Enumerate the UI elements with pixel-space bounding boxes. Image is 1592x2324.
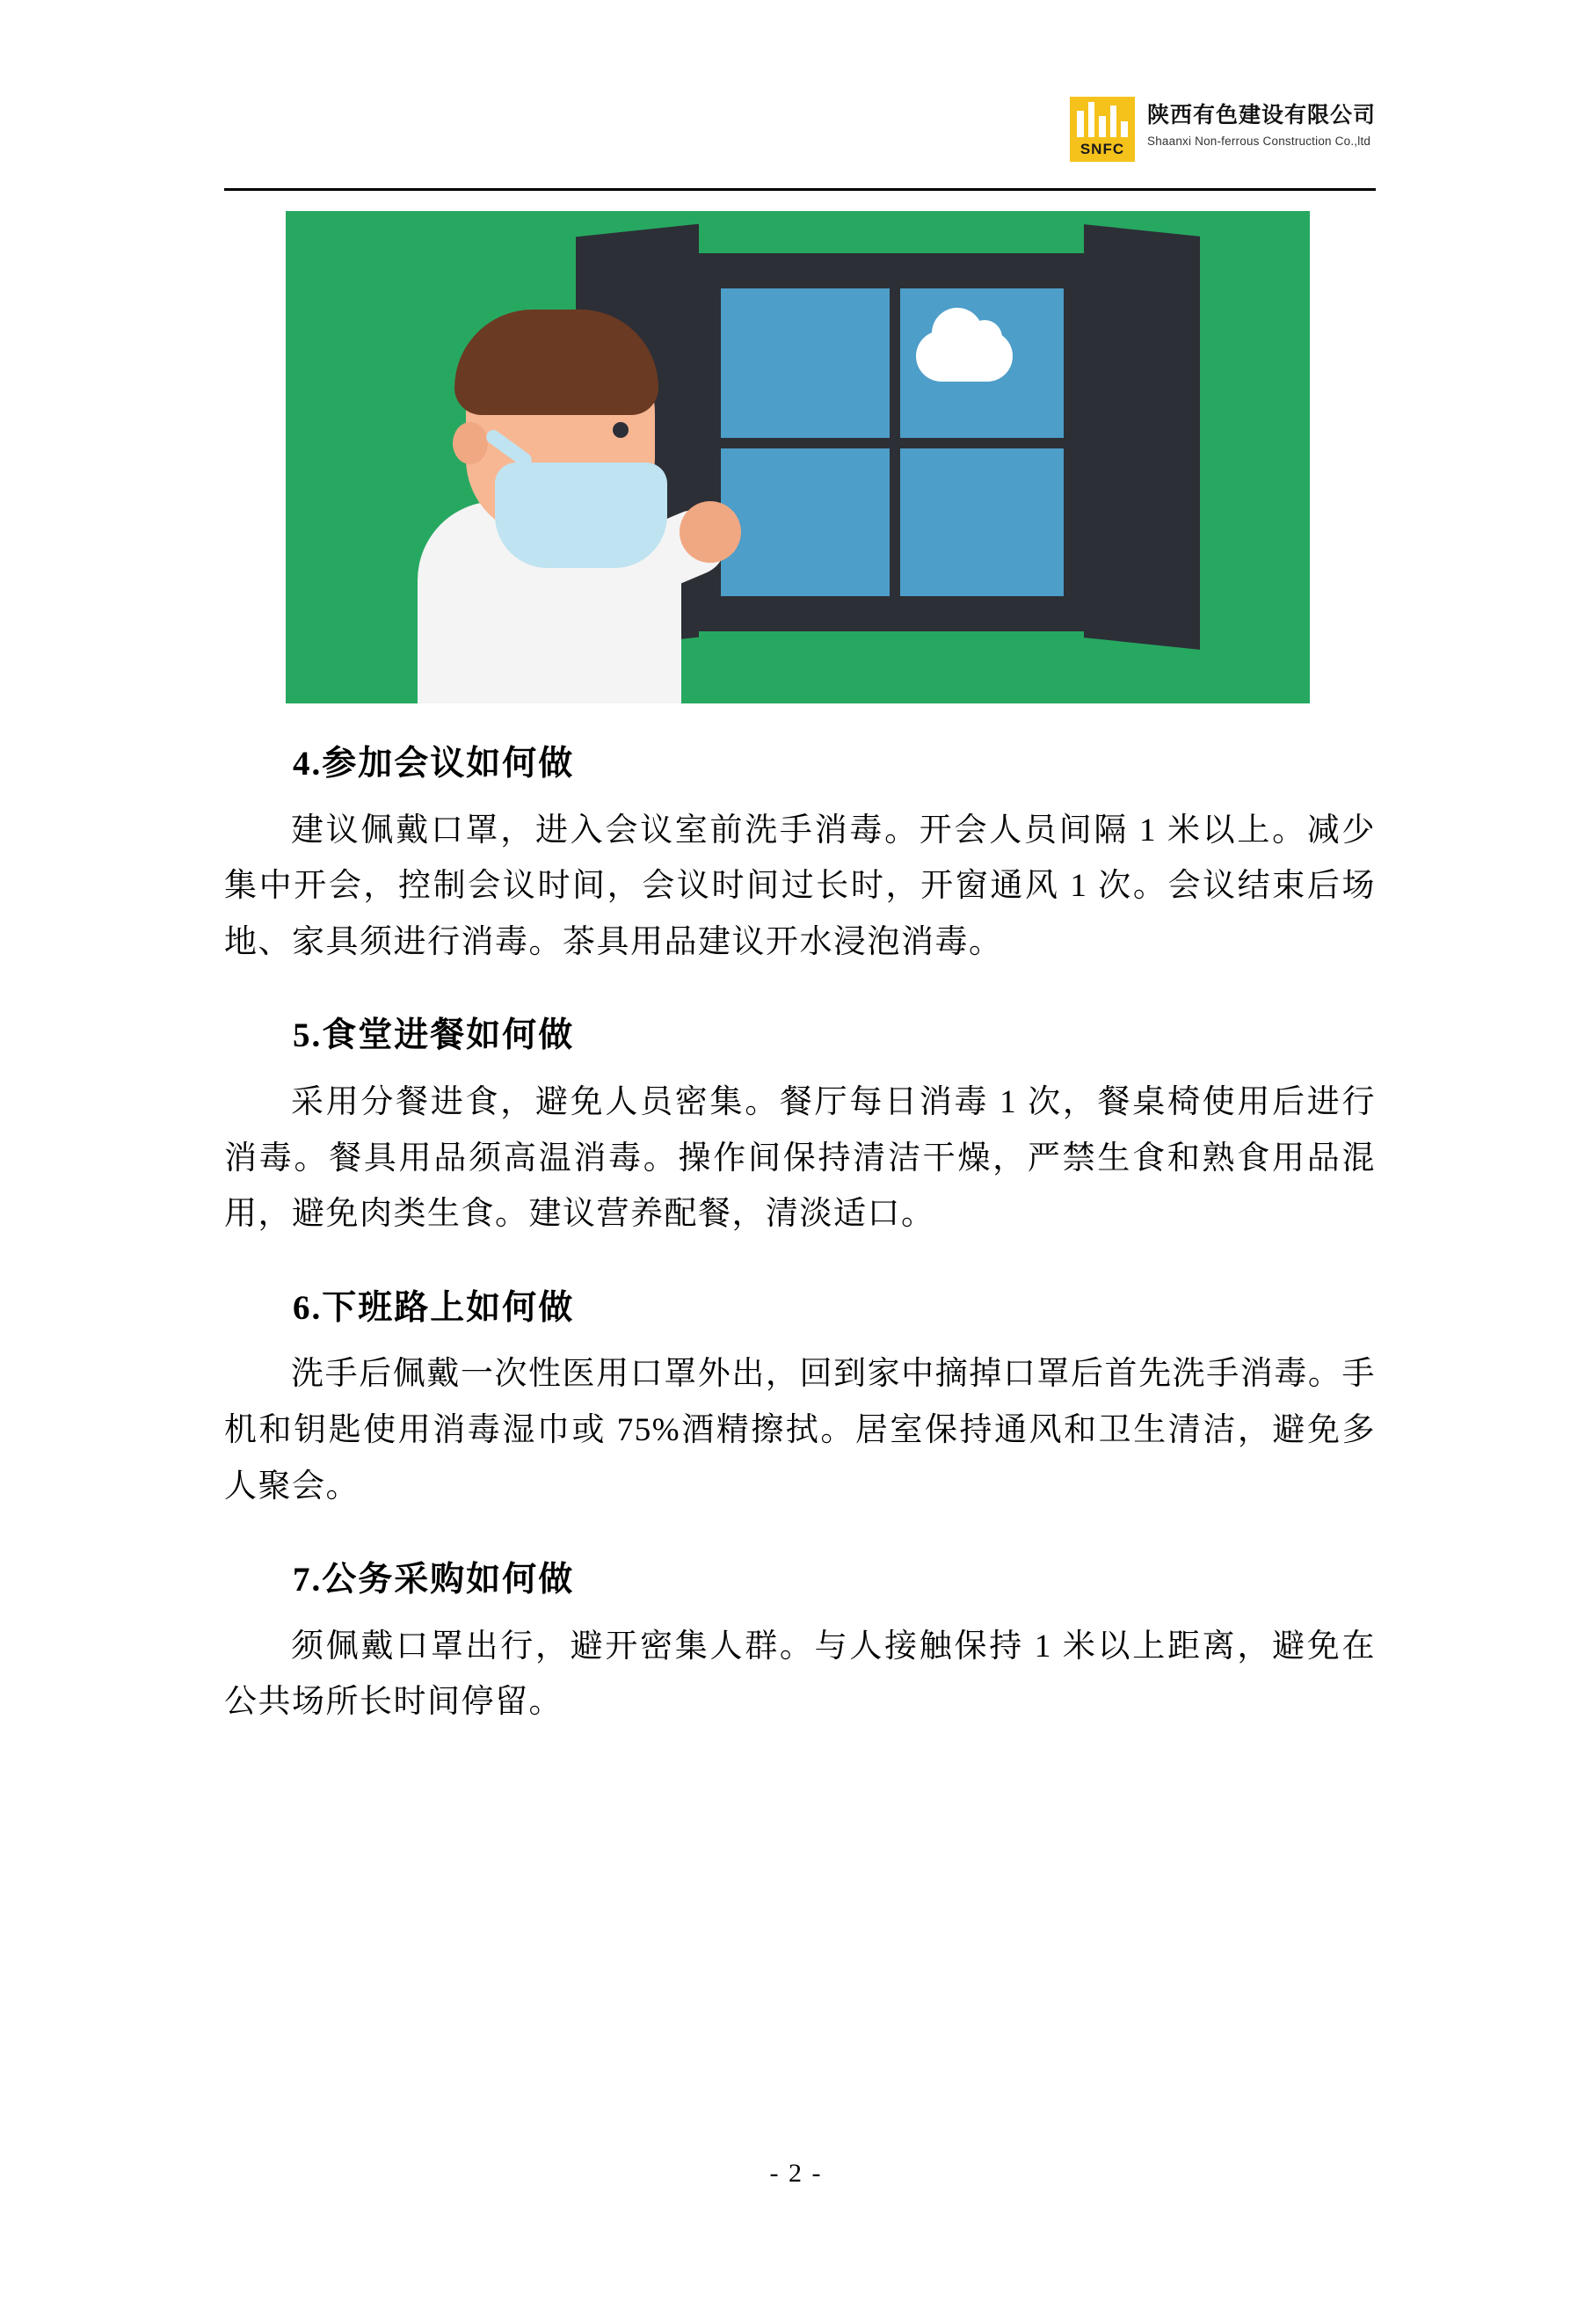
company-logo-block bbox=[1070, 97, 1376, 162]
person-hair bbox=[454, 310, 658, 415]
company-name-en: Shaanxi Non-ferrous Construction Co.,ltd bbox=[1146, 135, 1371, 148]
cloud-icon bbox=[916, 331, 1013, 382]
person-ear bbox=[453, 422, 488, 464]
person-hand bbox=[680, 501, 741, 563]
section-body: 须佩戴口罩出行，避开密集人群。与人接触保持 1 米以上距离，避免在公共场所长时间停留。 bbox=[224, 1628, 1376, 1721]
section-heading: 7.公务采购如何做 bbox=[293, 1561, 575, 1599]
section-7 bbox=[224, 1555, 1376, 1730]
person-eye bbox=[613, 422, 629, 438]
header-divider bbox=[224, 188, 1376, 191]
illustration-ventilation bbox=[286, 211, 1310, 703]
page-header bbox=[224, 97, 1376, 195]
section-body: 洗手后佩戴一次性医用口罩外出，回到家中摘掉口罩后首先洗手消毒。手机和钥匙使用消毒湿巾或 75%酒精擦拭。居室保持通风和卫生清洁，避免多人聚会。 bbox=[224, 1356, 1376, 1504]
face-mask-icon bbox=[495, 463, 667, 568]
section-5 bbox=[224, 1010, 1376, 1242]
section-heading: 6.下班路上如何做 bbox=[293, 1288, 575, 1327]
section-6 bbox=[224, 1283, 1376, 1514]
logo-acronym: SNFC bbox=[1080, 141, 1125, 157]
window-sash-right bbox=[1084, 224, 1200, 650]
logo-bars-icon bbox=[1077, 102, 1128, 137]
document-content bbox=[224, 739, 1376, 1771]
section-heading: 4.参加会议如何做 bbox=[293, 745, 575, 783]
section-body: 建议佩戴口罩，进入会议室前洗手消毒。开会人员间隔 1 米以上。减少集中开会，控制会议时间，会议时间过长时，开窗通风 1 次。会议结束后场地、家具须进行消毒。茶具用品建议开水浸泡消毒。 bbox=[224, 812, 1376, 960]
company-name-block bbox=[1147, 97, 1376, 148]
window-mullion-horizontal bbox=[721, 438, 1064, 448]
page-number: - 2 - bbox=[769, 2159, 823, 2188]
window-frame bbox=[686, 253, 1099, 631]
section-body: 采用分餐进食，避免人员密集。餐厅每日消毒 1 次，餐桌椅使用后进行消毒。餐具用品须高温消毒。操作间保持清洁干燥，严禁生食和熟食用品混用，避免肉类生食。建议营养配餐，清淡适口。 bbox=[224, 1083, 1376, 1233]
section-4 bbox=[224, 739, 1376, 970]
snfc-logo-icon bbox=[1070, 97, 1135, 162]
company-name-cn: 陕西有色建设有限公司 bbox=[1146, 103, 1376, 127]
section-heading: 5.食堂进餐如何做 bbox=[293, 1016, 575, 1055]
